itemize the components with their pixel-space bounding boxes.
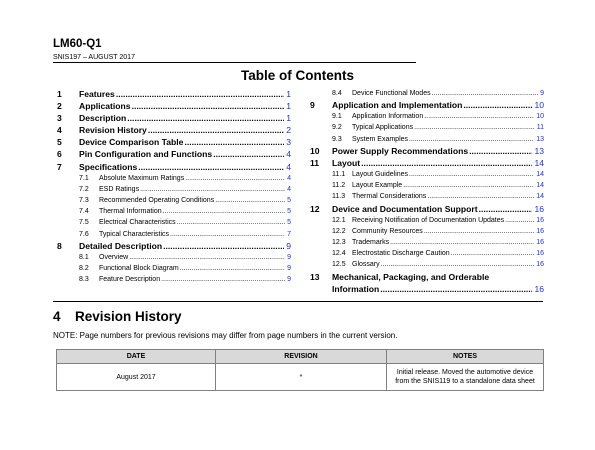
column-header-date: DATE: [57, 350, 216, 364]
toc-entry-label: Description: [79, 113, 127, 124]
toc-entry-page-link[interactable]: 14: [536, 182, 544, 190]
leader-dots: [140, 184, 285, 195]
leader-dots: [163, 240, 284, 252]
cell-notes: [387, 364, 544, 391]
toc-entry-page-link[interactable]: 13: [536, 135, 544, 143]
toc-entry-number: 2: [57, 101, 62, 112]
toc-entry-page-link[interactable]: 16: [536, 216, 544, 224]
cell-notes-line2: from the SNIS119 to a standalone data sheet: [395, 378, 535, 385]
toc-entry[interactable]: [310, 145, 544, 157]
leader-dots: [127, 112, 284, 124]
table-row: [57, 364, 544, 391]
column-header-notes: NOTES: [387, 350, 544, 364]
toc-entry[interactable]: [57, 112, 291, 124]
toc-entry[interactable]: [57, 136, 291, 148]
toc-entry-label: Feature Description: [99, 276, 161, 284]
toc-entry-page-link[interactable]: 9: [287, 253, 291, 261]
toc-entry-number: 11: [310, 157, 320, 168]
column-header-revision: REVISION: [216, 350, 387, 364]
document-id: SNIS197 – AUGUST 2017: [53, 54, 135, 61]
toc-entry-page-link[interactable]: 16: [534, 203, 544, 214]
toc-entry[interactable]: [310, 215, 544, 226]
toc-entry-page-link[interactable]: 13: [534, 145, 544, 156]
toc-entry-label: Features: [79, 89, 115, 99]
toc-entry-label: Device and Documentation Support: [332, 203, 478, 214]
toc-entry-page-link[interactable]: 9: [540, 90, 544, 97]
toc-entry-page-link[interactable]: 9: [287, 276, 291, 284]
toc-entry-number: 9.3: [332, 135, 342, 143]
toc-entry[interactable]: [57, 240, 291, 252]
toc-entry[interactable]: [57, 252, 291, 263]
leader-dots: [180, 263, 285, 274]
leader-dots: [381, 259, 535, 270]
toc-entry-page-link[interactable]: 9: [287, 265, 291, 273]
toc-entry-page-link[interactable]: 10: [536, 113, 544, 121]
toc-entry-label: Power Supply Recommendations: [332, 145, 469, 156]
toc-entry-number: 5: [57, 137, 62, 148]
toc-column-right: [310, 88, 544, 295]
toc-entry-page-link[interactable]: 10: [534, 100, 544, 111]
toc-entry-number: 7.2: [79, 185, 89, 193]
leader-dots: [463, 99, 532, 111]
toc-entry-number: 7.3: [79, 197, 89, 205]
toc-entry-number: 12.4: [332, 250, 346, 258]
toc-entry-label: Mechanical, Packaging, and Orderable: [332, 271, 490, 282]
toc-entry[interactable]: [57, 229, 291, 240]
toc-entry-number: 7.4: [79, 208, 89, 216]
toc-entry-page-link[interactable]: 7: [287, 230, 291, 238]
toc-entry-number: 9: [310, 100, 315, 111]
leader-dots: [215, 195, 285, 206]
toc-entry[interactable]: [310, 99, 544, 111]
section-number: 4: [53, 309, 61, 324]
cell-revision: *: [216, 364, 387, 391]
toc-entry-label: Applications: [79, 101, 131, 112]
leader-dots: [424, 226, 534, 237]
toc-entry-label: Detailed Description: [79, 240, 163, 251]
leader-dots: [184, 136, 284, 148]
toc-entry-number: 8: [57, 240, 62, 251]
toc-entry-page-link[interactable]: 9: [286, 240, 291, 251]
toc-entry-number: 7.1: [79, 174, 89, 182]
toc-entry-label: Receiving Notification of Documentation Updates: [352, 216, 505, 224]
toc-entry-label: Overview: [99, 253, 129, 261]
toc-entry[interactable]: [310, 180, 544, 191]
leader-dots: [414, 122, 535, 133]
toc-entry-number: 9.2: [332, 124, 342, 132]
toc-entry-page-link[interactable]: 2: [286, 125, 291, 136]
toc-entry-label: ESD Ratings: [99, 185, 140, 193]
toc-entry-page-link[interactable]: 14: [536, 193, 544, 201]
leader-dots: [148, 124, 284, 136]
leader-dots: [409, 134, 534, 145]
toc-entry-label: Information: [332, 283, 380, 294]
toc-entry-number: 10: [310, 145, 320, 156]
toc-entry-label: Layout Example: [352, 182, 403, 190]
toc-entry-page-link[interactable]: 1: [286, 113, 291, 124]
toc-entry-number: 8.2: [79, 265, 89, 273]
toc-entry[interactable]: [310, 134, 544, 145]
leader-dots: [185, 173, 285, 184]
toc-entry[interactable]: [310, 169, 544, 180]
toc-entry-page-link[interactable]: 3: [286, 137, 291, 148]
toc-entry[interactable]: [57, 100, 291, 112]
toc-entry-number: 4: [57, 125, 62, 136]
cell-notes-line1: Initial release. Moved the automotive device: [396, 369, 534, 376]
leader-dots: [479, 203, 533, 215]
toc-entry-label: Recommended Operating Conditions: [99, 197, 215, 205]
toc-entry[interactable]: [57, 206, 291, 217]
toc-entry-number: 9.1: [332, 113, 342, 121]
leader-dots: [129, 252, 285, 263]
toc-entry-number: 12.5: [332, 261, 346, 269]
toc-entry-number: 12.1: [332, 216, 346, 224]
leader-dots: [427, 191, 534, 202]
toc-entry[interactable]: [57, 124, 291, 136]
leader-dots: [170, 229, 285, 240]
toc-entry-page-link[interactable]: 5: [287, 208, 291, 216]
toc-entry-label: Pin Configuration and Functions: [79, 149, 213, 160]
toc-entry-label: Community Resources: [352, 227, 423, 235]
toc-entry-continuation[interactable]: [310, 283, 544, 295]
toc-entry[interactable]: [57, 161, 291, 173]
toc-entry[interactable]: [310, 88, 544, 99]
toc-entry[interactable]: [57, 88, 291, 100]
leader-dots: [163, 206, 285, 217]
toc-entry-number: 12.3: [332, 239, 346, 247]
toc-entry-label: Device Comparison Table: [79, 137, 184, 148]
toc-entry-number: 11.3: [332, 193, 346, 201]
toc-entry-page-link[interactable]: 16: [534, 283, 544, 294]
toc-entry[interactable]: [310, 271, 544, 283]
leader-dots: [132, 100, 285, 112]
toc-entry[interactable]: [57, 217, 291, 228]
toc-entry-label: Typical Applications: [352, 124, 414, 132]
cell-date: August 2017: [57, 364, 216, 391]
toc-entry-label: Layout Guidelines: [352, 171, 409, 179]
toc-entry-page-link[interactable]: 4: [286, 161, 291, 172]
toc-entry-label: Typical Characteristics: [99, 230, 170, 238]
toc-entry-label: Functional Block Diagram: [99, 265, 179, 273]
toc-entry-page-link[interactable]: 5: [287, 197, 291, 205]
leader-dots: [380, 283, 532, 295]
toc-entry[interactable]: [57, 195, 291, 206]
toc-entry-number: 11.2: [332, 182, 346, 190]
toc-entry[interactable]: [57, 173, 291, 184]
toc-entry[interactable]: [310, 226, 544, 237]
toc-entry-page-link[interactable]: 5: [287, 219, 291, 227]
toc-entry-number: 1: [57, 89, 62, 99]
toc-entry[interactable]: [310, 122, 544, 133]
toc-entry[interactable]: [310, 111, 544, 122]
leader-dots: [390, 237, 534, 248]
toc-entry-label: Glossary: [352, 261, 380, 269]
leader-dots: [138, 161, 284, 173]
leader-dots: [409, 169, 534, 180]
toc-entry-number: 8.1: [79, 253, 89, 261]
toc-entry[interactable]: [310, 237, 544, 248]
toc-entry-number: 12.2: [332, 227, 346, 235]
toc-entry-number: 7.5: [79, 219, 89, 227]
toc-entry-page-link[interactable]: 11: [536, 124, 544, 132]
leader-dots: [361, 157, 532, 169]
toc-entry[interactable]: [57, 184, 291, 195]
toc-entry-page-link[interactable]: 16: [536, 250, 544, 258]
toc-entry-page-link[interactable]: 4: [287, 185, 291, 193]
toc-entry-label: Application Information: [352, 113, 424, 121]
toc-title: Table of Contents: [241, 68, 354, 83]
leader-dots: [469, 145, 532, 157]
toc-entry[interactable]: [57, 263, 291, 274]
toc-entry-page-link[interactable]: 16: [536, 239, 544, 247]
toc-entry-number: 13: [310, 271, 320, 282]
toc-entry-number: 6: [57, 149, 62, 160]
toc-entry-number: 11.1: [332, 171, 346, 179]
leader-dots: [116, 88, 284, 100]
toc-entry[interactable]: [57, 274, 291, 285]
toc-entry-label: Revision History: [79, 125, 147, 136]
toc-entry[interactable]: [310, 203, 544, 215]
section-rule: [53, 301, 543, 302]
leader-dots: [424, 111, 534, 122]
revision-table: [56, 349, 544, 391]
toc-entry-number: 7: [57, 161, 62, 172]
leader-dots: [213, 148, 284, 160]
toc-entry[interactable]: [310, 259, 544, 270]
toc-entry[interactable]: [310, 248, 544, 259]
toc-entry-label: Electrical Characteristics: [99, 219, 176, 227]
toc-column-left: [57, 88, 291, 285]
leader-dots: [432, 88, 539, 99]
leader-dots: [505, 215, 534, 226]
toc-entry-number: 8.3: [79, 276, 89, 284]
toc-entry-number: 3: [57, 113, 62, 124]
toc-entry-number: 8.4: [332, 90, 342, 97]
table-header-row: [57, 350, 544, 364]
toc-entry-page-link[interactable]: 4: [287, 174, 291, 182]
toc-entry[interactable]: [310, 157, 544, 169]
toc-entry-label: Thermal Information: [99, 208, 162, 216]
toc-entry[interactable]: [310, 191, 544, 202]
toc-entry-page-link[interactable]: 1: [286, 89, 291, 99]
toc-entry-page-link[interactable]: 14: [534, 157, 544, 168]
toc-entry-label: Trademarks: [352, 239, 390, 247]
toc-entry-label: System Examples: [352, 135, 409, 143]
toc-entry-label: Device Functional Modes: [352, 90, 431, 97]
section-title: Revision History: [75, 309, 182, 324]
toc-entry-page-link[interactable]: 16: [536, 227, 544, 235]
toc-entry-label: Absolute Maximum Ratings: [99, 174, 185, 182]
leader-dots: [451, 248, 535, 259]
toc-entry-label: Electrostatic Discharge Caution: [352, 250, 450, 258]
toc-entry-page-link[interactable]: 14: [536, 171, 544, 179]
toc-entry-label: Layout: [332, 157, 361, 168]
document-title: LM60-Q1: [53, 38, 102, 50]
leader-dots: [177, 217, 285, 228]
toc-entry-label: Specifications: [79, 161, 138, 172]
toc-entry-label: Application and Implementation: [332, 100, 463, 111]
toc-entry-page-link[interactable]: 1: [286, 101, 291, 112]
toc-entry-label: Thermal Considerations: [352, 193, 427, 201]
leader-dots: [161, 274, 285, 285]
revision-note: NOTE: Page numbers for previous revisions may differ from page numbers in the current version.: [53, 331, 398, 340]
section-heading: [53, 309, 182, 324]
toc-entry[interactable]: [57, 148, 291, 160]
header-rule: [53, 62, 416, 63]
toc-entry-page-link[interactable]: 16: [536, 261, 544, 269]
toc-entry-number: 7.6: [79, 230, 89, 238]
leader-dots: [403, 180, 534, 191]
toc-entry-page-link[interactable]: 4: [286, 149, 291, 160]
toc-entry-number: 12: [310, 203, 320, 214]
